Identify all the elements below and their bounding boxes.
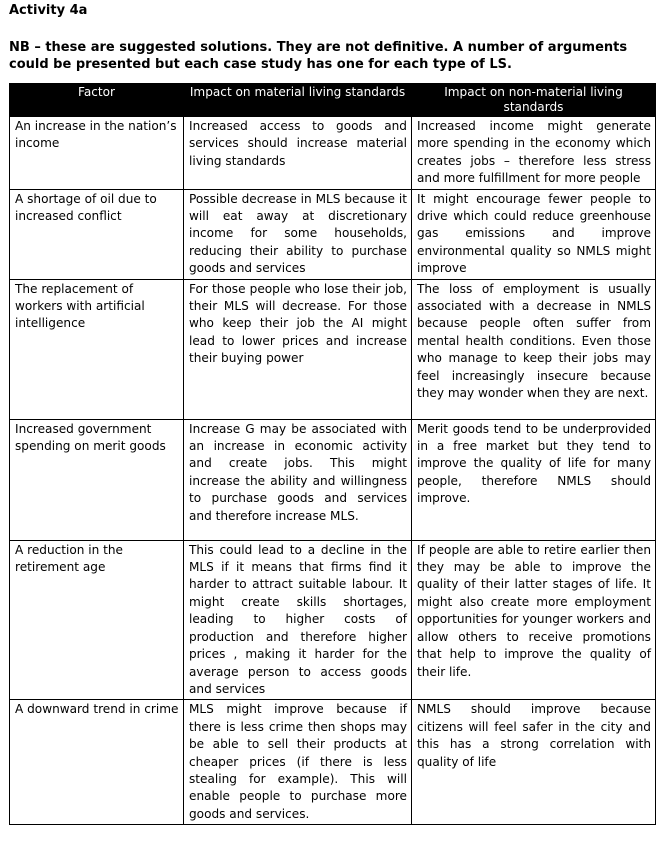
factor-cell: A reduction in the retirement age [10, 540, 184, 700]
document-page [9, 0, 657, 825]
non-material-cell: If people are able to retire earlier then they may be able to improve the quality of their latter stages of life. It might also create more employment opportunities for younger workers and allow others to receive promotions that help to improve the quality of their life. [412, 540, 656, 700]
header-material: Impact on material living standards [184, 84, 412, 117]
material-cell: Increase G may be associated with an increase in economic activity and create jobs. This might increase the ability and willingness to purchase goods and services and therefore increase MLS. [184, 419, 412, 540]
table-header [10, 84, 656, 117]
non-material-cell: Increased income might generate more spending in the economy which creates jobs – therefore less stress and more fulfillment for more people [412, 117, 656, 190]
factor-cell: Increased government spending on merit goods [10, 419, 184, 540]
factor-cell: A downward trend in crime [10, 700, 184, 825]
table-row [10, 700, 656, 825]
header-row [10, 84, 656, 117]
non-material-cell: The loss of employment is usually associated with a decrease in NMLS because people often suffer from mental health conditions. Even those who manage to keep their jobs may feel increasingly insecure because they may wonder when they are next. [412, 279, 656, 419]
table-row [10, 189, 656, 279]
table-row [10, 540, 656, 700]
material-cell: Possible decrease in MLS because it will eat away at discretionary income for some households, reducing their ability to purchase goods and services [184, 189, 412, 279]
non-material-cell: It might encourage fewer people to drive which could reduce greenhouse gas emissions and improve environmental quality so NMLS might improve [412, 189, 656, 279]
activity-heading: Activity 4a [9, 3, 88, 18]
table-row [10, 419, 656, 540]
table-row [10, 279, 656, 419]
factor-cell: A shortage of oil due to increased conflict [10, 189, 184, 279]
material-cell: For those people who lose their job, their MLS will decrease. For those who keep their job the AI might lead to lower prices and increase their buying power [184, 279, 412, 419]
material-cell: Increased access to goods and services should increase material living standards [184, 117, 412, 190]
non-material-cell: NMLS should improve because citizens will feel safer in the city and this has a strong correlation with quality of life [412, 700, 656, 825]
header-factor: Factor [10, 84, 184, 117]
note-paragraph: NB – these are suggested solutions. They are not definitive. A number of arguments could be presented but each case study has one for each type of LS. [9, 40, 628, 72]
non-material-cell: Merit goods tend to be underprovided in a free market but they tend to improve the quality of life for many people, therefore NMLS should improve. [412, 419, 656, 540]
table-row [10, 117, 656, 190]
header-non-material: Impact on non-material living standards [412, 84, 656, 117]
material-cell: MLS might improve because if there is less crime then shops may be able to sell their products at cheaper prices (if there is less stealing for example). This will enable people to purchase more goods and services. [184, 700, 412, 825]
factor-cell: An increase in the nation’s income [10, 117, 184, 190]
material-cell: This could lead to a decline in the MLS if it means that firms find it harder to attract suitable labour. It might create skills shortages, leading to higher costs of production and therefore higher prices , making it harder for the average person to access goods and services [184, 540, 412, 700]
factor-cell: The replacement of workers with artificial intelligence [10, 279, 184, 419]
living-standards-table [9, 83, 656, 825]
